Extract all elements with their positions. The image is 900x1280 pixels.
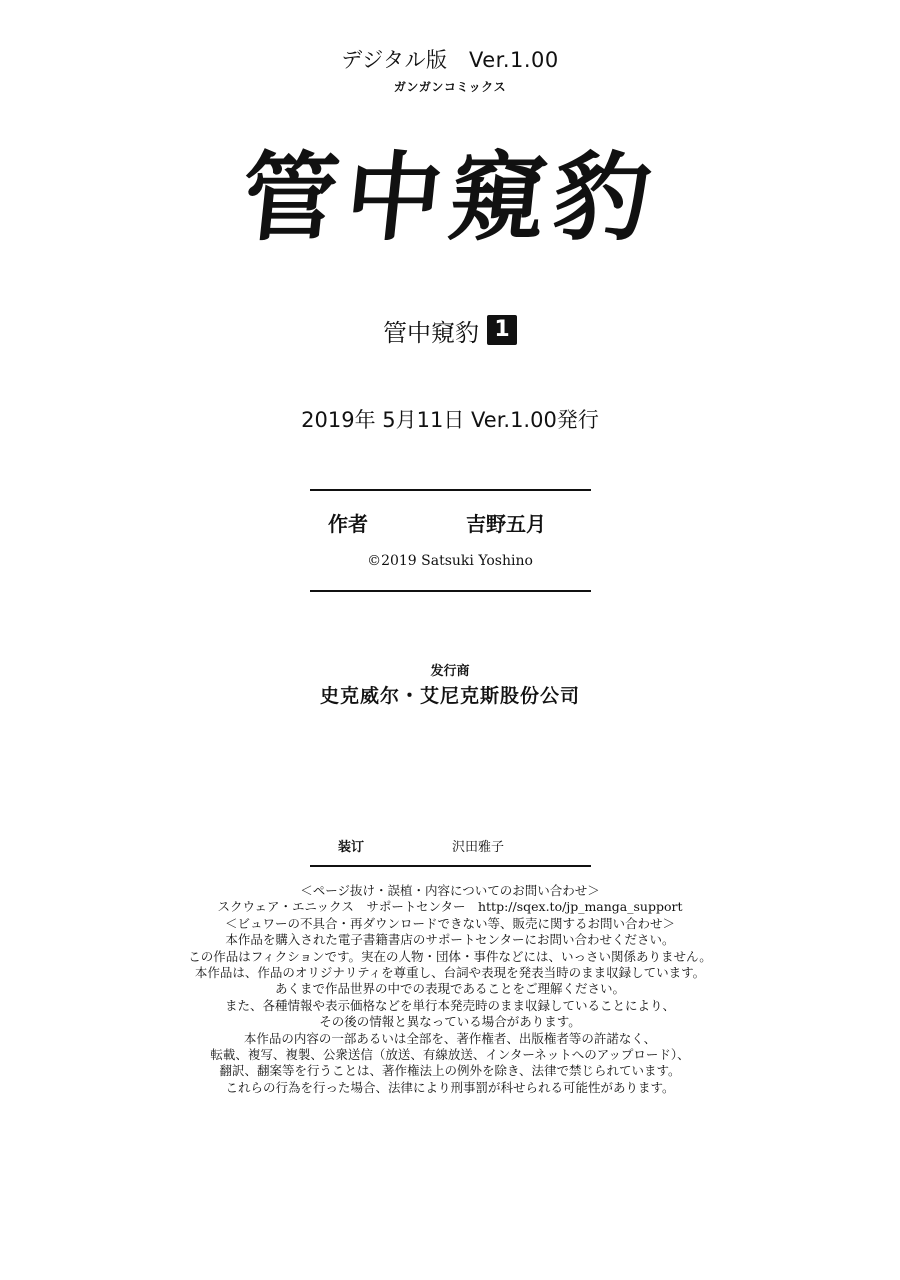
author-name: 吉野五月 [466,512,546,536]
publisher-name: 史克威尔・艾尼克斯股份公司 [319,685,580,707]
notice-line: 転載、複写、複製、公衆送信（放送、有線放送、インターネットへのアップロード）、 [210,1047,690,1063]
volume-title: 管中窺豹 [383,318,479,347]
brand-label: ガンガンコミックス [393,80,507,94]
notice-line: これらの行為を行った場合、法律により刑事罰が科せられる可能性があります。 [225,1079,675,1095]
notice-line: 本作品は、作品のオリジナリティを尊重し、台詞や表現を発表当時のまま収録しています。 [194,965,706,981]
binding-name: 沢田雅子 [452,840,505,855]
notice-line: また、各種情報や表示価格などを単行本発売時のまま収録していることにより、 [224,997,675,1013]
main-title: 管中窺豹 [236,142,664,254]
volume-line [0,312,900,348]
notice-line: その後の情報と異なっている場合があります。 [319,1014,581,1030]
notice-line: この作品はフィクションです。実在の人物・団体・事件などには、いっさい関係ありません。 [188,948,712,964]
divider-binding-bottom [310,865,591,867]
edition-label: デジタル版 Ver.1.00 [341,48,559,72]
notice-line: スクウェア・エニックス サポートセンター http://sqex.to/jp_manga_support [217,899,683,915]
copyright-notice: ©2019 Satsuki Yoshino [367,553,533,569]
divider-top [310,489,591,491]
notice-line: 本作品を購入された電子書籍書店のサポートセンターにお問い合わせください。 [225,932,675,948]
author-label: 作者 [328,512,368,536]
notice-line: ＜ページ抜け・誤植・内容についてのお問い合わせ＞ [300,883,600,898]
volume-number-badge: 1 [487,315,517,345]
notice-line: ＜ビュワーの不具合・再ダウンロードできない等、販売に関するお問い合わせ＞ [224,915,675,931]
publisher-label: 发行商 [430,664,470,679]
binding-label: 装订 [338,840,365,855]
notice-line: あくまで作品世界の中での表現であることをご理解ください。 [274,981,625,997]
publication-date: 2019年 5月11日 Ver.1.00発行 [301,408,599,432]
divider-author-bottom [310,590,591,592]
notice-line: 本作品の内容の一部あるいは全部を、著作権者、出版権者等の許諾なく、 [243,1030,657,1046]
notice-line: 翻訳、翻案等を行うことは、著作権法上の例外を除き、法律で禁じられています。 [219,1063,681,1079]
legal-notice [0,883,900,1096]
